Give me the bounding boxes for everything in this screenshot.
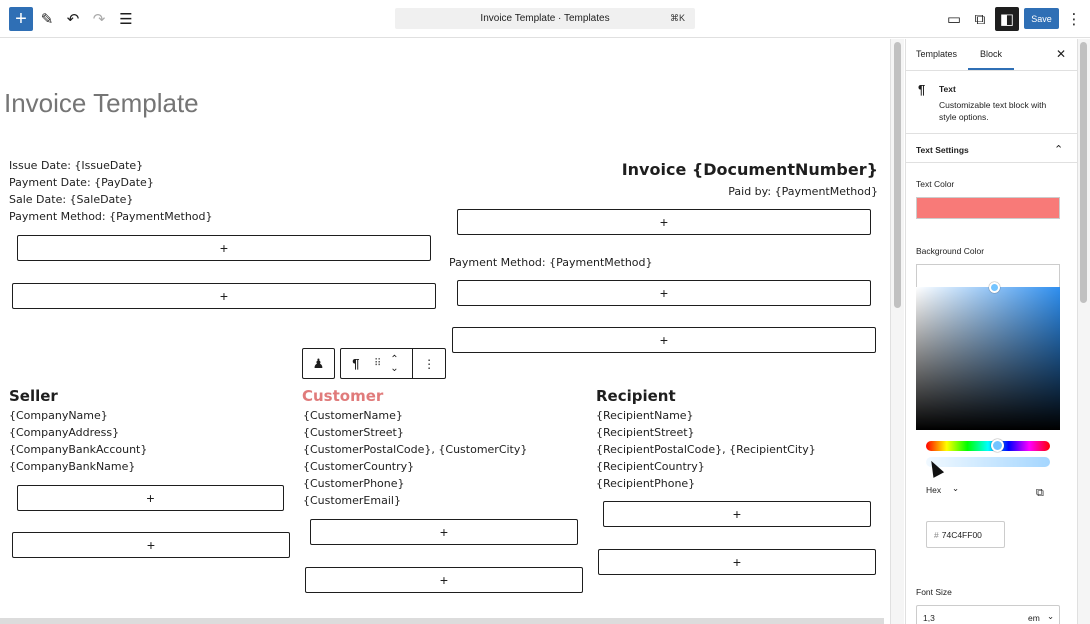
page-title: Invoice Template (4, 88, 199, 118)
customer-line[interactable]: {CustomerEmail} (303, 494, 401, 507)
document-overview-button[interactable] (114, 7, 138, 31)
paid-by-text[interactable]: Paid by: {PaymentMethod} (728, 185, 878, 198)
customer-heading[interactable]: Customer (302, 387, 384, 405)
plus-icon: + (219, 240, 229, 256)
customer-line[interactable]: {CustomerPhone} (303, 477, 405, 490)
shortcut-hint: ⌘K (669, 13, 685, 23)
block-appender[interactable] (457, 209, 871, 235)
paragraph-icon: ¶ (918, 82, 926, 97)
recipient-line[interactable]: {RecipientStreet} (596, 426, 695, 439)
view-site-button[interactable] (968, 7, 992, 31)
tab-templates[interactable]: Templates (916, 49, 958, 59)
settings-panel-toggle[interactable] (995, 7, 1019, 31)
font-size-value: 1,3 (923, 613, 935, 623)
plus-icon: + (659, 285, 669, 301)
block-appender[interactable] (12, 532, 290, 558)
block-appender[interactable] (603, 501, 871, 527)
section-title: Text Settings (916, 145, 969, 155)
block-appender[interactable] (310, 519, 578, 545)
plus-icon: + (659, 332, 669, 348)
tab-block[interactable]: Block (980, 49, 1003, 59)
sidebar-icon: ◧ (999, 11, 1015, 28)
sidebar-tabs (906, 39, 1077, 71)
block-toolbar (340, 348, 446, 379)
block-appender[interactable] (452, 327, 876, 353)
block-description: style options. (939, 112, 989, 122)
close-icon: ✕ (1056, 47, 1067, 61)
hex-value: 74C4FF00 (941, 529, 982, 540)
color-format-select[interactable]: Hex (926, 485, 942, 495)
settings-sidebar (905, 39, 1077, 624)
document-title: Invoice Template · Templates (480, 13, 610, 24)
seller-line[interactable]: {CompanyBankName} (9, 460, 136, 473)
plus-icon: + (146, 490, 155, 506)
chevron-up-icon: ⌃ (1054, 144, 1064, 156)
block-appender[interactable] (12, 283, 436, 309)
drag-handle[interactable] (371, 358, 385, 369)
chevron-down-icon: ⌄ (952, 483, 960, 493)
hue-handle[interactable] (991, 439, 1004, 452)
block-appender[interactable] (305, 567, 583, 593)
plus-icon: + (732, 506, 742, 522)
canvas-scrollbar-thumb[interactable] (894, 42, 901, 308)
external-link-icon: ⧉ (974, 10, 986, 28)
move-down-icon[interactable]: ⌄ (390, 362, 399, 374)
pen-icon: ✎ (40, 11, 54, 28)
drag-icon: ⠿ (373, 358, 382, 369)
undo-icon: ↶ (66, 11, 80, 28)
add-block-button[interactable] (9, 7, 33, 31)
text-settings-panel-header[interactable] (906, 135, 1077, 163)
customer-line[interactable]: {CustomerStreet} (303, 426, 404, 439)
move-buttons (385, 355, 405, 373)
redo-icon: ↷ (92, 11, 106, 28)
sidebar-scrollbar-thumb[interactable] (1080, 42, 1087, 303)
text-color-label: Text Color (916, 179, 955, 189)
close-sidebar-button[interactable] (1056, 47, 1066, 61)
block-name: Text (939, 84, 956, 94)
plus-icon: + (219, 288, 229, 304)
plus-icon: + (732, 554, 742, 570)
hex-color-input[interactable] (926, 521, 1005, 548)
plus-icon: + (439, 572, 449, 588)
command-palette-button[interactable] (395, 8, 695, 29)
customer-line[interactable]: {CustomerPostalCode}, {CustomerCity} (303, 443, 528, 456)
block-appender[interactable] (457, 280, 871, 306)
plus-icon: + (439, 524, 449, 540)
recipient-line[interactable]: {RecipientName} (596, 409, 694, 422)
customer-line[interactable]: {CustomerName} (303, 409, 403, 422)
copy-icon[interactable]: ⧉ (1036, 487, 1044, 499)
block-options-button[interactable] (413, 357, 445, 371)
move-up-icon[interactable]: ⌃ (390, 353, 399, 365)
horizontal-scrollbar[interactable] (0, 618, 884, 624)
text-color-swatch[interactable] (916, 197, 1060, 219)
payment-method-text[interactable]: Payment Method: {PaymentMethod} (449, 256, 653, 269)
background-color-swatch[interactable] (916, 264, 1060, 288)
block-appender[interactable] (17, 235, 431, 261)
tools-button[interactable] (35, 7, 59, 31)
payment-method-text[interactable]: Payment Method: {PaymentMethod} (9, 210, 213, 223)
list-view-icon: ☰ (119, 11, 133, 28)
color-saturation-picker[interactable] (916, 287, 1060, 430)
desktop-view-icon: ▭ (946, 11, 962, 28)
saturation-handle[interactable] (989, 282, 1000, 293)
redo-button[interactable] (87, 7, 111, 31)
plus-icon: + (15, 8, 27, 30)
hue-slider[interactable] (926, 441, 1050, 451)
recipient-line[interactable]: {RecipientPhone} (596, 477, 696, 490)
block-parent-toolbar (302, 348, 335, 379)
active-tab-indicator (968, 68, 1014, 70)
seller-line[interactable]: {CompanyAddress} (9, 426, 120, 439)
block-card (906, 72, 1077, 134)
issue-date-text[interactable]: Issue Date: {IssueDate} (9, 159, 144, 172)
preview-button[interactable] (942, 7, 966, 31)
editor-canvas[interactable] (0, 39, 888, 624)
recipient-heading[interactable]: Recipient (596, 387, 676, 405)
font-unit-select[interactable]: em (1028, 613, 1040, 623)
hash-prefix: # (934, 529, 939, 540)
more-vertical-icon: ⋮ (423, 356, 436, 371)
options-menu-button[interactable] (1062, 7, 1086, 31)
recipient-line[interactable]: {RecipientCountry} (596, 460, 705, 473)
background-color-label: Background Color (916, 246, 985, 256)
seller-heading[interactable]: Seller (9, 387, 58, 405)
font-size-label: Font Size (916, 587, 952, 597)
block-appender[interactable] (598, 549, 876, 575)
select-parent-button[interactable] (303, 356, 334, 372)
plus-icon: + (146, 537, 156, 553)
top-toolbar (0, 0, 1090, 38)
font-size-input[interactable] (916, 605, 1060, 624)
person-icon: ♟ (312, 355, 325, 371)
block-description: Customizable text block with (939, 100, 1047, 110)
recipient-line[interactable]: {RecipientPostalCode}, {RecipientCity} (596, 443, 816, 456)
more-vertical-icon: ⋮ (1066, 11, 1082, 28)
save-button[interactable]: Save (1024, 8, 1059, 29)
invoice-title[interactable]: Invoice {DocumentNumber} (621, 160, 878, 179)
chevron-down-icon: ⌄ (1047, 611, 1055, 621)
undo-button[interactable] (61, 7, 85, 31)
sale-date-text[interactable]: Sale Date: {SaleDate} (9, 193, 134, 206)
seller-line[interactable]: {CompanyName} (9, 409, 108, 422)
customer-line[interactable]: {CustomerCountry} (303, 460, 415, 473)
block-type-button[interactable] (341, 356, 371, 371)
alpha-slider[interactable] (926, 457, 1050, 467)
seller-line[interactable]: {CompanyBankAccount} (9, 443, 148, 456)
payment-date-text[interactable]: Payment Date: {PayDate} (9, 176, 154, 189)
plus-icon: + (659, 214, 669, 230)
block-appender[interactable] (17, 485, 284, 511)
paragraph-icon: ¶ (352, 356, 360, 371)
